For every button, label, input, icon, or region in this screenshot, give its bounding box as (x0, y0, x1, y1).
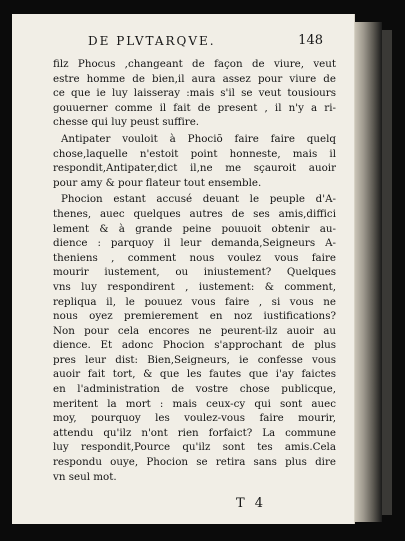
text-line: ce que ie luy laisseray :mais s'il se veut tousiours (53, 87, 336, 100)
text-line: estre homme de bien,il aura assez pour viure de (53, 72, 336, 85)
text-line: nous oyez premierement en noz iustifications? (53, 310, 336, 323)
text-line: Antipater vouloit à Phociõ faire faire quelq (61, 132, 336, 145)
paragraph-phocus (53, 57, 336, 130)
text-line: dience. Et adonc Phocion s'approchant de plus (53, 339, 336, 352)
text-line: dience : parquoy il leur demanda,Seigneurs A- (53, 237, 336, 250)
text-line: repliqua il, le pouuez vous faire , si vous ne (53, 295, 336, 308)
text-line: attendu qu'ilz n'ont rien forfaict? La commune (53, 426, 336, 439)
text-line: chose,laquelle n'estoit point honneste, mais il (53, 147, 336, 160)
text-line: lement & à grande peine pouuoit obtenir au- (53, 222, 336, 235)
text-line: filz Phocus ,changeant de façon de viure, veut (53, 58, 336, 70)
text-line: Phocion estant accusé deuant le peuple d'A- (61, 193, 336, 206)
running-title: DE PLVTARQVE. (88, 34, 216, 48)
page-edges (354, 22, 382, 522)
text-line: chesse qui luy peust suffire. (53, 116, 200, 129)
text-line: thenes, auec quelques autres de ses amis,diffici (53, 207, 336, 220)
text-line: respondu ouye, Phocion se retira sans plus dire (53, 456, 336, 469)
text-line: gouuerner comme il fait de present , il n'y a ri- (53, 101, 336, 114)
text-line: vns luy respondirent , iustement: & comment, (53, 280, 336, 293)
text-line: pres leur dist: Bien,Seigneurs, ie confesse vous (53, 353, 336, 366)
text-line: meritent la mort : mais ceux-cy qui sont auec (53, 397, 336, 410)
text-line: moy, pourquoy les voulez-vous faire mourir, (53, 412, 336, 425)
paragraph-antipater (53, 132, 336, 190)
text-line: vn seul mot. (53, 470, 117, 483)
text-line: mourir iustement, ou iniustement? Quelques (53, 266, 336, 279)
signature-mark: T 4 (236, 496, 267, 511)
paragraph-accusation (53, 192, 336, 484)
text-line: respondit,Antipater,dict il,ne me sçauroit auoir (53, 162, 336, 175)
text-line: auoir fait tort, & que les fautes que i'ay faictes (53, 368, 336, 381)
text-line: en l'administration de vostre chose publicque, (53, 383, 336, 396)
text-line: luy respondit,Pource qu'ilz sont tes amis.Cela (53, 441, 336, 454)
page-number: 148 (298, 33, 323, 48)
page-body (53, 57, 336, 484)
text-line: Non pour cela encores ne peurent-ilz auoir au (53, 324, 336, 337)
page-header (88, 34, 323, 52)
text-line: pour amy & pour flateur tout ensemble. (53, 176, 262, 189)
text-line: theniens , comment nous voulez vous faire (53, 251, 336, 264)
book-binding-shadow (382, 30, 392, 515)
